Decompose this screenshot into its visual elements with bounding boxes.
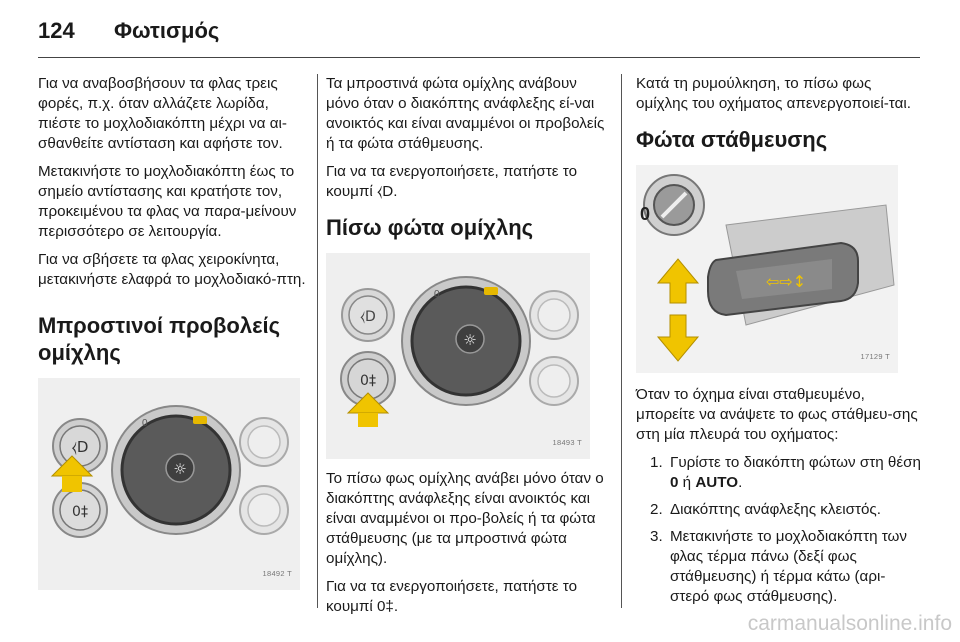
figure-number: 18492 T <box>262 569 292 578</box>
svg-text:0‡: 0‡ <box>72 504 88 520</box>
page-title: Φωτισμός <box>114 18 220 43</box>
section-heading-front-fog: Μπροστινοί προβολείς ομίχλης <box>38 313 281 365</box>
light-switch-panel-drawing <box>326 253 590 459</box>
paragraph: Το πίσω φως ομίχλης ανάβει μόνο όταν ο διακόπτης ανάφλεξης είναι ανοικτός και είναι αναμμένοι οι προ-βολείς ή τα φώτα στάθμευσης (με τα μπροστινά φώτα ομίχλης). <box>326 470 604 567</box>
section-heading-parking-lights: Φώτα στάθμευσης <box>636 127 828 152</box>
list-item: 1. Γυρίστε το διακόπτη φώτων στη θέση 0 ή AUTO. <box>650 454 921 491</box>
svg-text:⧼D: ⧼D <box>360 309 376 325</box>
paragraph: Για να αναβοσβήσουν τα φλας τρεις φορές, π.χ. όταν αλλάζετε λωρίδα, πιέστε το μοχλοδιακόπτη μέχρι να αι-σθανθείτε αντίσταση και αφήστε τον. <box>38 75 287 152</box>
figure-number: 17129 T <box>860 352 890 361</box>
svg-text:0‡: 0‡ <box>360 373 376 389</box>
light-switch-panel-drawing <box>38 378 300 590</box>
list-item: 2. Διακόπτης ανάφλεξης κλειστός. <box>650 501 881 518</box>
front-fog-switch-illustration <box>38 378 300 590</box>
paragraph: Για να σβήσετε τα φλας χειροκίνητα, μετακινήστε ελαφρά το μοχλοδιακό-πτη. <box>38 251 306 288</box>
svg-text:☼: ☼ <box>173 460 187 478</box>
paragraph: Κατά τη ρυμούλκηση, το πίσω φως ομίχλης του οχήματος απενεργοποιεί-ται. <box>636 75 911 112</box>
column-3 <box>636 74 922 614</box>
paragraph: Τα μπροστινά φώτα ομίχλης ανάβουν μόνο όταν ο διακόπτης ανάφλεξης εί-ναι ανοικτός και είναι αναμμένοι οι προβολείς ή τα φώτα στάθμευσης. <box>326 75 605 152</box>
column-divider <box>317 74 318 608</box>
column-2 <box>326 74 608 625</box>
section-heading-rear-fog: Πίσω φώτα ομίχλης <box>326 215 534 240</box>
figure-number: 18493 T <box>552 438 582 447</box>
svg-text:⇦⇨↕: ⇦⇨↕ <box>765 272 807 291</box>
parking-light-stalk-illustration <box>636 165 898 373</box>
header-rule <box>38 57 920 58</box>
paragraph: Για να τα ενεργοποιήσετε, πατήστε το κουμπί ⧼D. <box>326 163 578 200</box>
rear-fog-switch-illustration <box>326 253 590 459</box>
column-divider <box>621 74 622 608</box>
svg-text:☼: ☼ <box>463 331 477 349</box>
paragraph: Για να τα ενεργοποιήσετε, πατήστε το κουμπί 0‡. <box>326 578 578 615</box>
column-1 <box>38 74 306 590</box>
page-header <box>38 14 219 48</box>
svg-text:0: 0 <box>434 289 440 300</box>
steps-list <box>650 453 922 607</box>
turn-signal-stalk-drawing <box>636 165 898 373</box>
page-number: 124 <box>38 18 75 43</box>
svg-text:⧼D: ⧼D <box>71 438 89 456</box>
svg-text:0: 0 <box>142 418 148 429</box>
paragraph: Μετακινήστε το μοχλοδιακόπτη έως το σημείο αντίστασης και κρατήστε τον, προκειμένου τα φλας να παρα-μείνουν περισσότερο σε λειτουργία. <box>38 163 297 240</box>
list-item: 3. Μετακινήστε το μοχλοδιακόπτη των φλας τέρμα πάνω (δεξί φως στάθμευσης) ή τέρμα κάτω (αρι-στερό φως στάθμευσης). <box>650 528 908 605</box>
switch-position-zero: 0 <box>640 204 651 224</box>
paragraph: Όταν το όχημα είναι σταθμευμένο, μπορείτε να ανάψετε το φως στάθμευ-σης στη μία πλευρά του οχήματος: <box>636 386 918 443</box>
watermark: carmanualsonline.info <box>747 612 952 635</box>
